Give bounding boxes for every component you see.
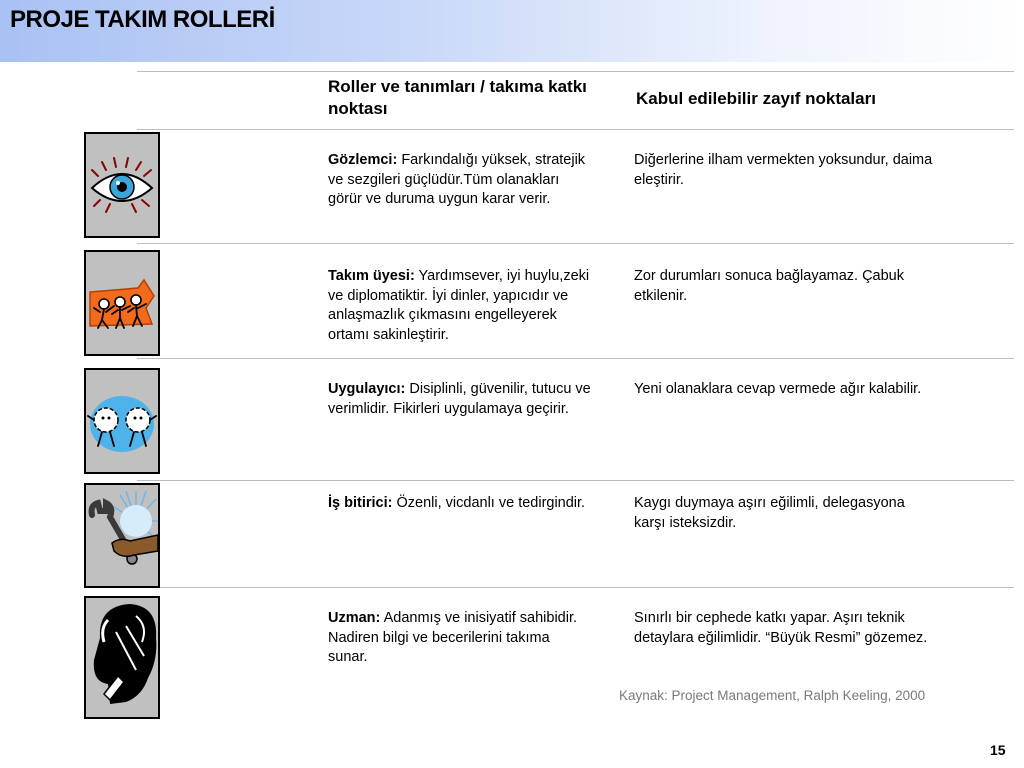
role-description: Farkındalığı yüksek, stratejik ve sezgileri güçlüdür.Tüm olanakları görür ve duruma uygun karar verir. [328,152,586,207]
role-description: Yardımsever, iyi huylu,zeki ve diplomatiktir. İyi dinler, yapıcıdır ve anlaşmazlık çıkmasını engelleyerek ortamı sakinleştirir. [328,268,590,343]
role-description: Adanmış ve inisiyatif sahibidir. Nadiren bilgi ve becerilerini takıma sunar. [328,610,578,665]
row-divider [137,358,1014,359]
weakness-cell: Diğerlerine ilham vermekten yoksundur, daima eleştirir. [634,152,933,188]
row-divider [137,587,1014,588]
role-cell [328,609,593,668]
role-cell [328,494,593,514]
row-divider [137,480,1014,481]
header-divider [137,129,1014,130]
role-name: Takım üyesi: [328,268,415,284]
page-title: PROJE TAKIM ROLLERİ [10,6,275,33]
role-name: Uzman: [328,610,381,626]
expert-profile-icon [86,598,158,717]
specialist-icon-box [84,596,160,719]
role-name: Gözlemci: [328,152,398,168]
page-number: 15 [990,742,1006,758]
role-cell [328,151,593,210]
table-top-rule [137,71,1014,72]
column-header-weaknesses: Kabul edilebilir zayıf noktaları [636,89,876,108]
row-divider [137,243,1014,244]
completer-icon-box [84,483,160,588]
column-header-roles: Roller ve tanımları / takıma katkı noktası [328,77,587,118]
weakness-cell: Sınırlı bir cephede katkı yapar. Aşırı teknik detaylara eğilimlidir. “Büyük Resmi” gözemez. [634,610,928,646]
observer-icon-box [84,132,160,238]
role-name: Uygulayıcı: [328,381,406,397]
team-member-icon-box [84,250,160,356]
role-description: Disiplinli, güvenilir, tutucu ve verimlidir. Fikirleri uygulamaya geçirir. [328,381,591,417]
role-name: İş bitirici: [328,495,393,511]
weakness-cell: Yeni olanaklara cevap vermede ağır kalabilir. [634,381,922,397]
implementer-icon-box [84,368,160,474]
role-description: Özenli, vicdanlı ve tedirgindir. [392,495,586,511]
role-cell [328,267,593,345]
team-people-icon [86,252,158,354]
wrench-hand-icon [86,485,158,586]
weakness-cell: Zor durumları sonuca bağlayamaz. Çabuk etkilenir. [634,268,904,304]
weakness-cell: Kaygı duymaya aşırı eğilimli, delegasyona karşı isteksizdir. [634,495,905,531]
source-citation: Kaynak: Project Management, Ralph Keeling, 2000 [619,688,926,703]
gears-icon [86,370,158,472]
eye-icon [86,134,158,236]
role-cell [328,380,593,419]
